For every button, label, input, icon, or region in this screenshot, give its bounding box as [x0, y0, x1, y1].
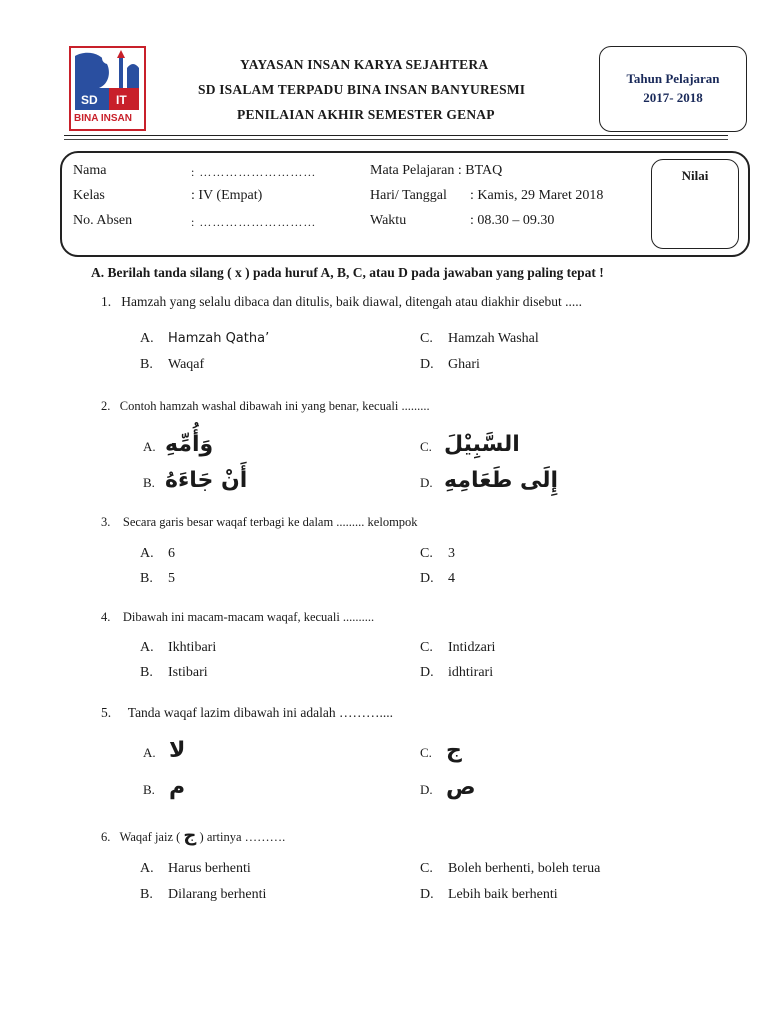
option-letter: C. [420, 640, 433, 655]
option-letter: B. [143, 475, 155, 490]
logo-text-it: IT [116, 93, 127, 107]
option-text: Waqaf [168, 357, 205, 372]
option-text: idhtirari [448, 665, 494, 680]
header-divider [64, 135, 728, 136]
option-text: Harus berhenti [168, 861, 251, 876]
q6-option-d[interactable] [420, 887, 558, 903]
option-text: 6 [168, 546, 175, 561]
header-divider-thin [64, 139, 728, 140]
option-text: 3 [448, 546, 455, 561]
option-arabic-text: إِلَى طَعَامِهِ [444, 468, 559, 493]
waktu-value: : 08.30 – 09.30 [470, 213, 555, 228]
question-6 [101, 825, 285, 846]
school-logo [69, 46, 146, 131]
q6-option-c[interactable] [420, 861, 600, 877]
option-letter: D. [420, 782, 433, 797]
academic-year-box [599, 46, 747, 132]
q2-option-c[interactable] [420, 432, 520, 457]
question-4 [101, 610, 374, 625]
q4-option-a[interactable] [140, 640, 216, 656]
option-text: Boleh berhenti, boleh terua [448, 861, 601, 876]
option-arabic-text: م [169, 775, 186, 800]
q5-option-a[interactable] [143, 738, 185, 763]
option-arabic-text: أَنْ جَاءَهُ [165, 468, 248, 493]
absen-field[interactable]: : ……………………… [191, 215, 317, 229]
question-text: Secara garis besar waqaf terbagi ke dalam ......... kelompok [122, 515, 418, 529]
option-letter: B. [140, 665, 153, 680]
q2-option-a[interactable] [143, 432, 213, 457]
option-letter: A. [143, 439, 156, 454]
question-text: Tanda waqaf lazim dibawah ini adalah ……….... [127, 705, 393, 720]
option-letter: D. [420, 571, 434, 586]
question-number: 1. [101, 294, 112, 309]
option-letter: A. [140, 331, 154, 346]
academic-year-value: 2017- 2018 [643, 90, 703, 105]
option-text: Ikhtibari [168, 640, 217, 655]
q1-option-b[interactable] [140, 357, 204, 373]
question-5 [101, 705, 393, 721]
q4-option-b[interactable] [140, 665, 208, 681]
q1-option-d[interactable] [420, 357, 480, 373]
option-letter: A. [140, 640, 154, 655]
question-number: 3. [101, 515, 111, 529]
score-label: Nilai [681, 168, 709, 183]
kelas-value: : IV (Empat) [191, 188, 263, 203]
question-number: 2. [101, 399, 111, 413]
option-letter: D. [420, 475, 433, 490]
question-number: 6. [101, 830, 111, 844]
mapel-label: Mata Pelajaran : BTAQ [370, 163, 503, 178]
q4-option-c[interactable] [420, 640, 495, 656]
option-letter: D. [420, 887, 434, 902]
absen-label: No. Absen [73, 213, 133, 228]
question-number: 5. [101, 705, 112, 720]
q2-option-d[interactable] [420, 468, 558, 493]
q3-option-d[interactable] [420, 571, 455, 587]
option-letter: B. [140, 571, 153, 586]
option-letter: C. [420, 861, 433, 876]
q4-option-d[interactable] [420, 665, 493, 681]
option-arabic-text: ج [446, 738, 462, 763]
hari-label: Hari/ Tanggal [370, 188, 447, 203]
option-letter: C. [420, 331, 433, 346]
option-letter: C. [420, 439, 432, 454]
option-letter: D. [420, 357, 434, 372]
q1-option-a[interactable] [140, 331, 269, 347]
question-3 [101, 515, 418, 530]
option-letter: A. [140, 546, 154, 561]
option-letter: B. [140, 357, 153, 372]
option-text: 5 [168, 571, 175, 586]
logo-text-bina-insan: BINA INSAN [74, 113, 132, 124]
option-text: 4 [448, 571, 455, 586]
question-text: Hamzah yang selalu dibaca dan ditulis, baik diawal, ditengah atau diakhir disebut ..... [121, 294, 582, 309]
option-letter: A. [140, 861, 154, 876]
option-text: Hamzah Qatha’ [168, 331, 270, 346]
question-2 [101, 399, 430, 414]
option-letter: A. [143, 745, 156, 760]
question-number: 4. [101, 610, 111, 624]
foundation-name: YAYASAN INSAN KARYA SEJAHTERA [240, 57, 489, 72]
option-text: Hamzah Washal [448, 331, 539, 346]
option-arabic-text: وَأُمِّهِ [165, 432, 214, 457]
option-letter: C. [420, 745, 432, 760]
option-text: Ghari [448, 357, 480, 372]
question-arabic-symbol: ج [183, 825, 197, 846]
question-text-after: ) artinya ………. [199, 830, 286, 844]
hari-value: : Kamis, 29 Maret 2018 [470, 188, 604, 203]
q5-option-c[interactable] [420, 738, 462, 763]
q2-option-b[interactable] [143, 468, 247, 493]
academic-year-label: Tahun Pelajaran [626, 71, 720, 86]
option-letter: D. [420, 665, 434, 680]
option-text: Dilarang berhenti [168, 887, 267, 902]
option-arabic-text: لا [169, 738, 186, 763]
question-text: Dibawah ini macam-macam waqaf, kecuali .......... [122, 610, 375, 624]
option-arabic-text: ص [446, 775, 476, 800]
score-box[interactable] [651, 159, 739, 249]
waktu-label: Waktu [370, 213, 407, 228]
q6-option-a[interactable] [140, 861, 251, 877]
option-text: Intidzari [448, 640, 496, 655]
q6-option-b[interactable] [140, 887, 266, 903]
school-name: SD ISALAM TERPADU BINA INSAN BANYURESMI [198, 82, 526, 97]
q3-option-a[interactable] [140, 546, 175, 562]
q3-option-b[interactable] [140, 571, 175, 587]
option-letter: C. [420, 546, 433, 561]
option-text: Istibari [168, 665, 208, 680]
option-text: Lebih baik berhenti [448, 887, 558, 902]
kelas-label: Kelas [73, 188, 105, 203]
question-1 [101, 294, 582, 310]
question-text: Contoh hamzah washal dibawah ini yang benar, kecuali ......... [119, 399, 430, 413]
nama-label: Nama [73, 163, 107, 178]
option-letter: B. [140, 887, 153, 902]
logo-text-sd: SD [81, 93, 98, 107]
option-letter: B. [143, 782, 155, 797]
nama-field[interactable]: : ……………………… [191, 165, 317, 179]
q3-option-c[interactable] [420, 546, 455, 562]
q5-option-d[interactable] [420, 775, 476, 800]
option-arabic-text: السَّبِيْلَ [444, 432, 520, 457]
question-text-before: Waqaf jaiz ( [119, 830, 181, 844]
q5-option-b[interactable] [143, 775, 185, 800]
exam-title: PENILAIAN AKHIR SEMESTER GENAP [237, 107, 495, 122]
section-a-instruction: A. Berilah tanda silang ( x ) pada huruf A, B, C, atau D pada jawaban yang paling tepat ! [91, 265, 604, 280]
q1-option-c[interactable] [420, 331, 539, 347]
